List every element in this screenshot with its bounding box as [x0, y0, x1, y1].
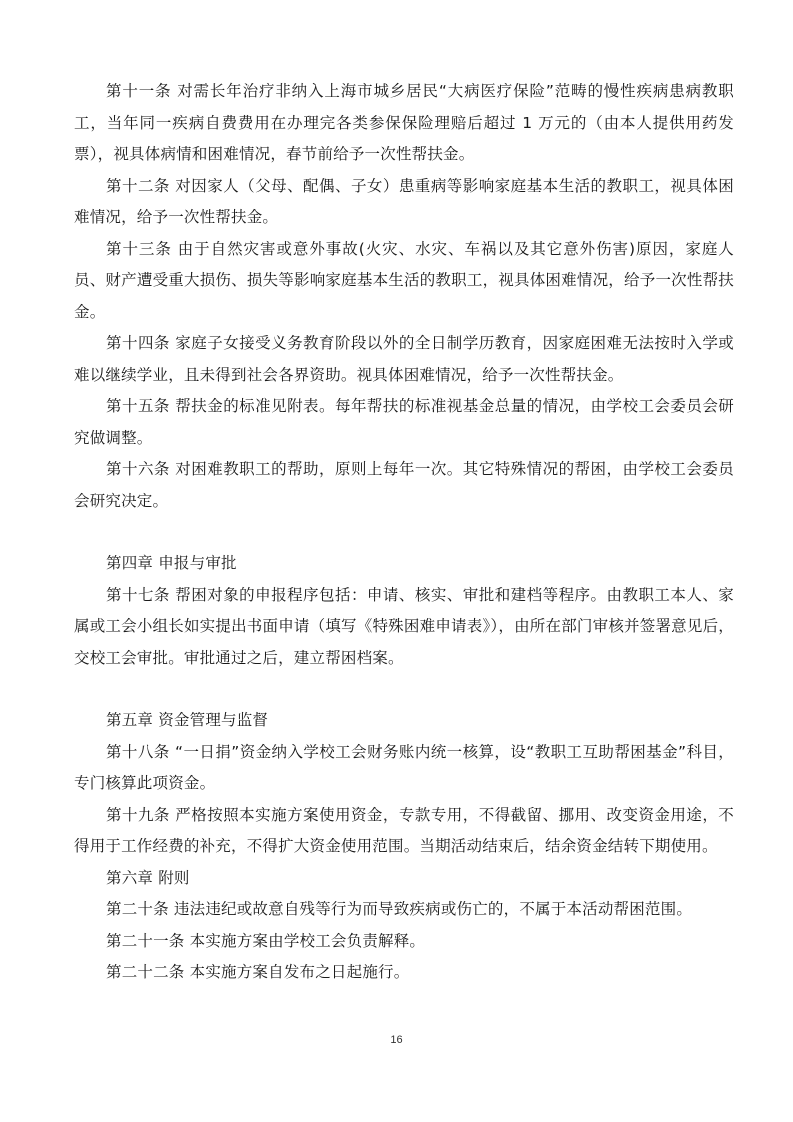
- article-13: 第十三条 由于自然灾害或意外事故(火灾、水灾、车祸以及其它意外伤害)原因，家庭人员、财产遭受重大损伤、损失等影响家庭基本生活的教职工，视具体困难情况，给予一次性帮扶金。: [74, 239, 734, 321]
- chapter-6-heading: 第六章 附则: [106, 868, 190, 887]
- chapter-4-heading: 第四章 申报与审批: [106, 554, 237, 572]
- article-22: 第二十二条 本实施方案自发布之日起施行。: [106, 963, 410, 981]
- article-18: 第十八条 “一日捐”资金纳入学校工会财务账内统一核算，设“教职工互助帮困基金”科目，专门核算此项资金。: [74, 742, 734, 792]
- article-15: 第十五条 帮扶金的标准见附表。每年帮扶的标准视基金总量的情况，由学校工会委员会研究做调整。: [74, 397, 734, 447]
- article-14: 第十四条 家庭子女接受义务教育阶段以外的全日制学历教育，因家庭困难无法按时入学或难以继续学业，且未得到社会各界资助。视具体困难情况，给予一次性帮扶金。: [74, 334, 734, 384]
- section-spacer: [74, 674, 734, 705]
- article-20: 第二十条 违法违纪或故意自残等行为而导致疾病或伤亡的，不属于本活动帮困范围。: [106, 900, 693, 918]
- article-12: 第十二条 对因家人（父母、配偶、子女）患重病等影响家庭基本生活的教职工，视具体困难情况，给予一次性帮扶金。: [74, 176, 734, 226]
- article-17: 第十七条 帮困对象的申报程序包括：申请、核实、审批和建档等程序。由教职工本人、家属或工会小组长如实提出书面申请（填写《特殊困难申请表》），由所在部门审核并签署意见后，交校工会审批。审批通过之后，建立帮困档案。: [74, 585, 734, 667]
- article-19: 第十九条 严格按照本实施方案使用资金，专款专用，不得截留、挪用、改变资金用途，不得用于工作经费的补充，不得扩大资金使用范围。当期活动结束后，结余资金结转下期使用。: [74, 805, 734, 855]
- section-spacer: [74, 517, 734, 548]
- chapter-5-heading: 第五章 资金管理与监督: [106, 711, 269, 729]
- article-11: 第十一条 对需长年治疗非纳入上海市城乡居民“大病医疗保险”范畴的慢性疾病患病教职工，当年同一疾病自费费用在办理完各类参保保险理赔后超过 1 万元的（由本人提供用药发票），视具体病情和困难情况，春节前给予一次性帮扶金。: [74, 82, 734, 163]
- document-page: [74, 76, 734, 989]
- article-16: 第十六条 对困难教职工的帮助，原则上每年一次。其它特殊情况的帮困，由学校工会委员会研究决定。: [74, 460, 734, 510]
- page-number: 16: [390, 1034, 403, 1046]
- article-21: 第二十一条 本实施方案由学校工会负责解释。: [106, 931, 426, 950]
